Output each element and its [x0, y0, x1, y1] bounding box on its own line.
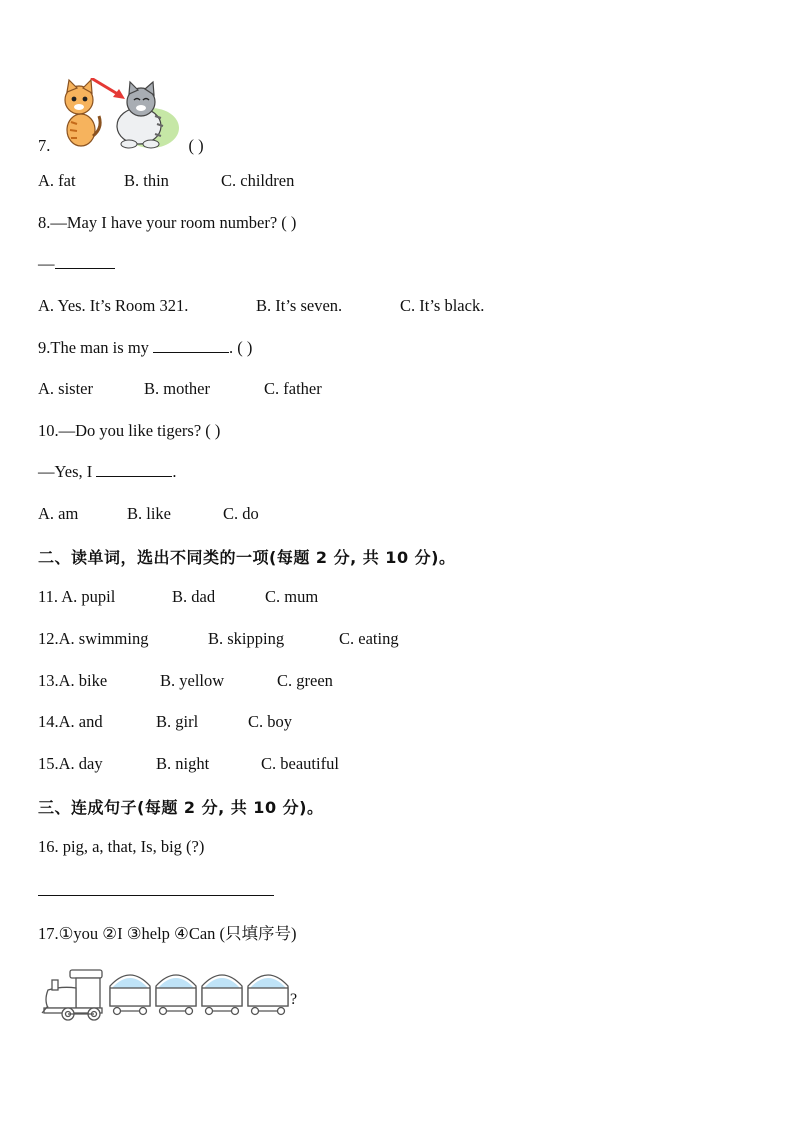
section-2-title: 二、读单词，选出不同类的一项(每题 2 分, 共 10 分)。	[38, 548, 456, 567]
q10-option-a: A. am	[38, 504, 79, 523]
question-7	[38, 136, 204, 156]
q17-prompt: 17.①you ②I ③help ④Can (只填序号)	[38, 924, 297, 943]
q15-options	[38, 754, 339, 774]
train-illustration	[40, 966, 310, 1024]
section-3-title: 三、连成句子(每题 2 分, 共 10 分)。	[38, 798, 324, 817]
q9-option-b: B. mother	[144, 379, 210, 398]
q16-prompt: 16. pig, a, that, Is, big (?)	[38, 837, 205, 856]
q10-period: .	[172, 462, 177, 481]
q11-option-a: 11. A. pupil	[38, 587, 116, 606]
q11-option-c: C. mum	[265, 587, 319, 606]
train-car-4	[248, 975, 288, 1015]
q10-answer-text: —Yes, I	[38, 462, 93, 481]
q7-options	[38, 171, 294, 191]
q7-number: 7.	[38, 136, 51, 155]
q9-prompt	[38, 338, 252, 358]
q8-blank	[55, 254, 115, 269]
q8-option-b: B. It’s seven.	[256, 296, 343, 315]
q15-option-b: B. night	[156, 754, 210, 773]
q10-answer-line	[38, 462, 177, 482]
q7-answer-paren: ( )	[188, 136, 204, 155]
q13-option-a: 13.A. bike	[38, 671, 108, 690]
q10-blank	[96, 462, 172, 477]
train-end-mark: ?	[290, 991, 298, 1008]
train-car-3	[202, 975, 242, 1015]
train-car-1	[110, 975, 150, 1015]
q16-answer-line	[38, 895, 274, 896]
q14-options	[38, 712, 292, 732]
q9-prompt-text: 9.The man is my	[38, 338, 149, 357]
q12-options	[38, 629, 399, 649]
q14-option-c: C. boy	[248, 712, 293, 731]
q8-dash: —	[38, 254, 55, 273]
locomotive-icon	[42, 970, 102, 1020]
q11-options	[38, 587, 318, 607]
q7-option-a: A. fat	[38, 171, 76, 190]
q10-option-c: C. do	[223, 504, 259, 523]
q8-answer-line	[38, 254, 115, 274]
q10-options	[38, 504, 259, 524]
q7-option-c: C. children	[221, 171, 295, 190]
q11-option-b: B. dad	[172, 587, 216, 606]
q9-answer-paren: . ( )	[229, 338, 253, 357]
q8-options	[38, 296, 484, 316]
q8-prompt: 8.—May I have your room number? ( )	[38, 213, 297, 232]
q12-option-c: C. eating	[339, 629, 399, 648]
q13-option-c: C. green	[277, 671, 333, 690]
q8-option-a: A. Yes. It’s Room 321.	[38, 296, 189, 315]
q15-option-c: C. beautiful	[261, 754, 339, 773]
q14-option-b: B. girl	[156, 712, 199, 731]
q9-blank	[153, 338, 229, 353]
q13-options	[38, 671, 333, 691]
q10-prompt: 10.—Do you like tigers? ( )	[38, 421, 221, 440]
q13-option-b: B. yellow	[160, 671, 225, 690]
q14-option-a: 14.A. and	[38, 712, 103, 731]
q8-option-c: C. It’s black.	[400, 296, 485, 315]
train-car-2	[156, 975, 196, 1015]
q7-option-b: B. thin	[124, 171, 169, 190]
q9-options	[38, 379, 322, 399]
q9-option-a: A. sister	[38, 379, 93, 398]
q12-option-a: 12.A. swimming	[38, 629, 149, 648]
q15-option-a: 15.A. day	[38, 754, 103, 773]
q12-option-b: B. skipping	[208, 629, 285, 648]
q10-option-b: B. like	[127, 504, 171, 523]
q9-option-c: C. father	[264, 379, 322, 398]
